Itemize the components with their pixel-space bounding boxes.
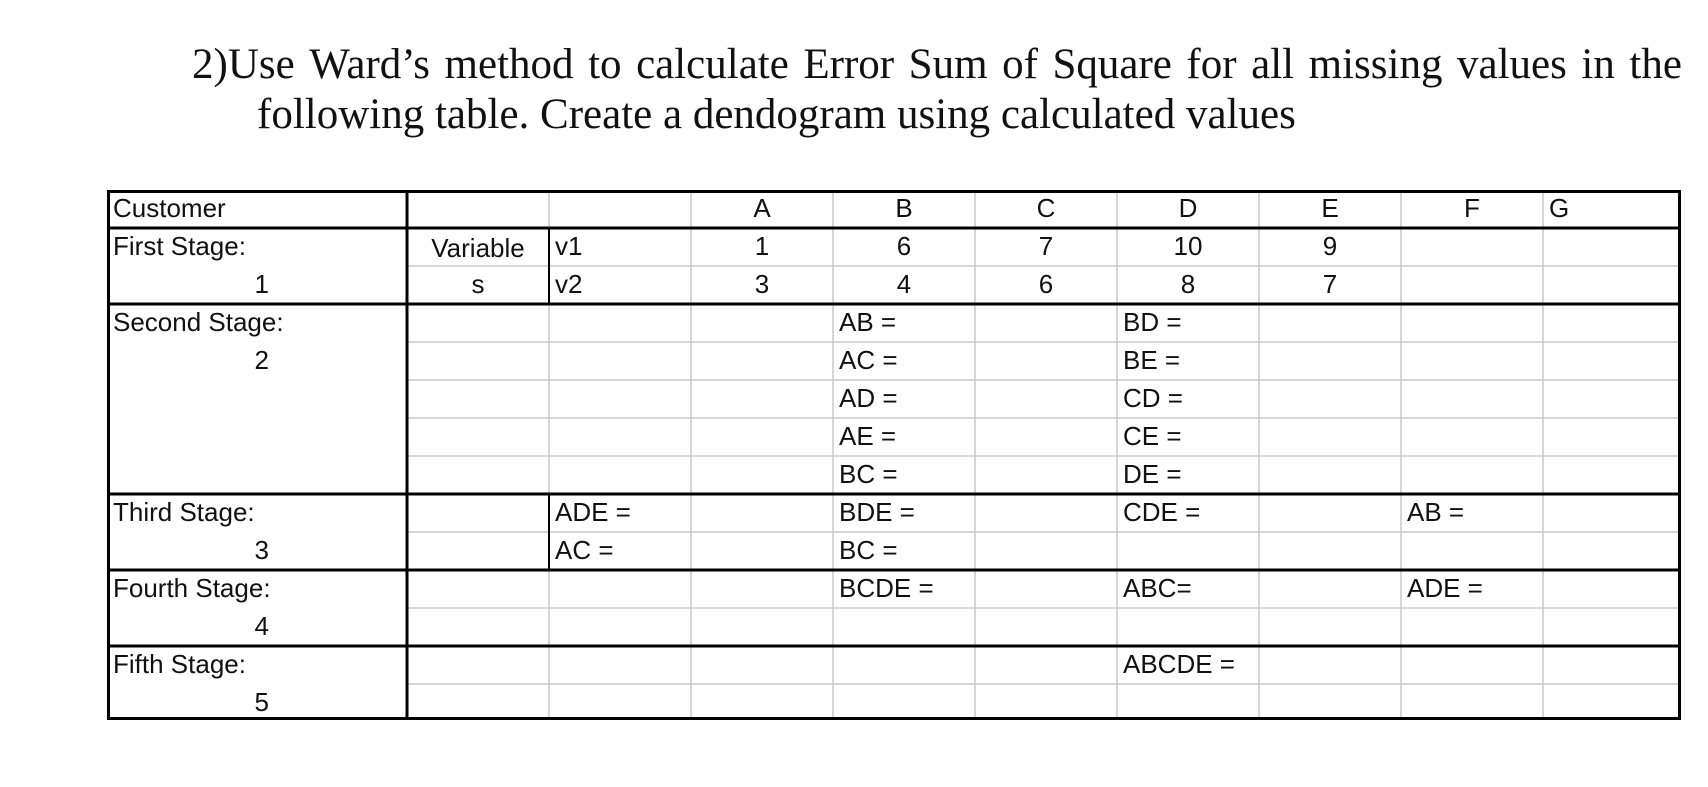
v1-value-a: 1 [754,231,770,261]
third-v1-0: ADE = [555,497,631,527]
third-b-1: BC = [839,535,898,565]
header-col-a: A [753,193,771,223]
second-b-4: BC = [839,459,898,489]
fourth-f-0: ADE = [1407,573,1483,603]
second-d-2: CD = [1123,383,1183,413]
question-word: to [588,41,622,88]
first-stage-number: 1 [254,269,269,299]
fourth-d-0: ABC= [1123,573,1192,603]
question-word: Square [1052,41,1172,88]
question-word: Sum [908,41,988,88]
second-stage-label: Second Stage: [113,307,284,337]
second-d-4: DE = [1123,459,1182,489]
fourth-b-0: BCDE = [839,573,934,603]
first-stage-label: First Stage: [113,231,246,261]
v1-value-b: 6 [896,231,912,261]
header-col-f: F [1464,193,1480,223]
third-d-0: CDE = [1123,497,1201,527]
question-word: calculate [636,41,789,88]
question-word: all [1251,41,1295,88]
variables-label-top: Variable [431,233,525,263]
v2-value-b: 4 [896,269,912,299]
third-stage-number: 3 [254,535,269,565]
v2-label: v2 [555,269,583,299]
third-stage-label: Third Stage: [113,497,255,527]
ward-table [107,190,1681,720]
question-word: 2)Use [192,41,295,88]
v2-value-d: 8 [1180,269,1196,299]
header-col-b: B [895,193,913,223]
second-b-0: AB = [839,307,897,337]
question-word: in [1581,41,1615,88]
question-word: the [1629,41,1682,88]
second-b-2: AD = [839,383,898,413]
question-word: method [444,41,574,88]
second-b-3: AE = [839,421,897,451]
fifth-d-0: ABCDE = [1123,649,1235,679]
question-word: Error [803,41,895,88]
fourth-stage-label: Fourth Stage: [113,573,271,603]
third-f-0: AB = [1407,497,1465,527]
v2-value-a: 3 [754,269,770,299]
second-b-1: AC = [839,345,898,375]
v1-value-e: 9 [1322,231,1338,261]
v2-value-e: 7 [1322,269,1338,299]
question-word: Ward’s [309,41,430,88]
fourth-stage-number: 4 [254,611,269,641]
second-stage-number: 2 [254,345,269,375]
second-d-0: BD = [1123,307,1182,337]
header-col-d: D [1178,193,1198,223]
question-word: for [1186,41,1237,88]
third-b-0: BDE = [839,497,915,527]
question-line-1 [192,40,1682,90]
question-text [192,40,1682,140]
question-word: values [1457,41,1567,88]
fifth-stage-number: 5 [254,687,269,717]
question-line-2: following table. Create a dendogram using calculated values [257,91,1296,138]
second-d-3: CE = [1123,421,1182,451]
question-word: missing [1308,41,1443,88]
v2-value-c: 6 [1038,269,1054,299]
header-col-e: E [1321,193,1339,223]
v1-value-c: 7 [1038,231,1054,261]
v1-label: v1 [555,231,583,261]
third-v1-1: AC = [555,535,614,565]
header-col-g: G [1549,193,1570,223]
header-customer: Customer [113,193,226,223]
variables-label-bottom: s [471,269,485,299]
header-col-c: C [1036,193,1056,223]
fifth-stage-label: Fifth Stage: [113,649,246,679]
second-d-1: BE = [1123,345,1181,375]
v1-value-d: 10 [1173,231,1203,261]
question-word: of [1002,41,1038,88]
